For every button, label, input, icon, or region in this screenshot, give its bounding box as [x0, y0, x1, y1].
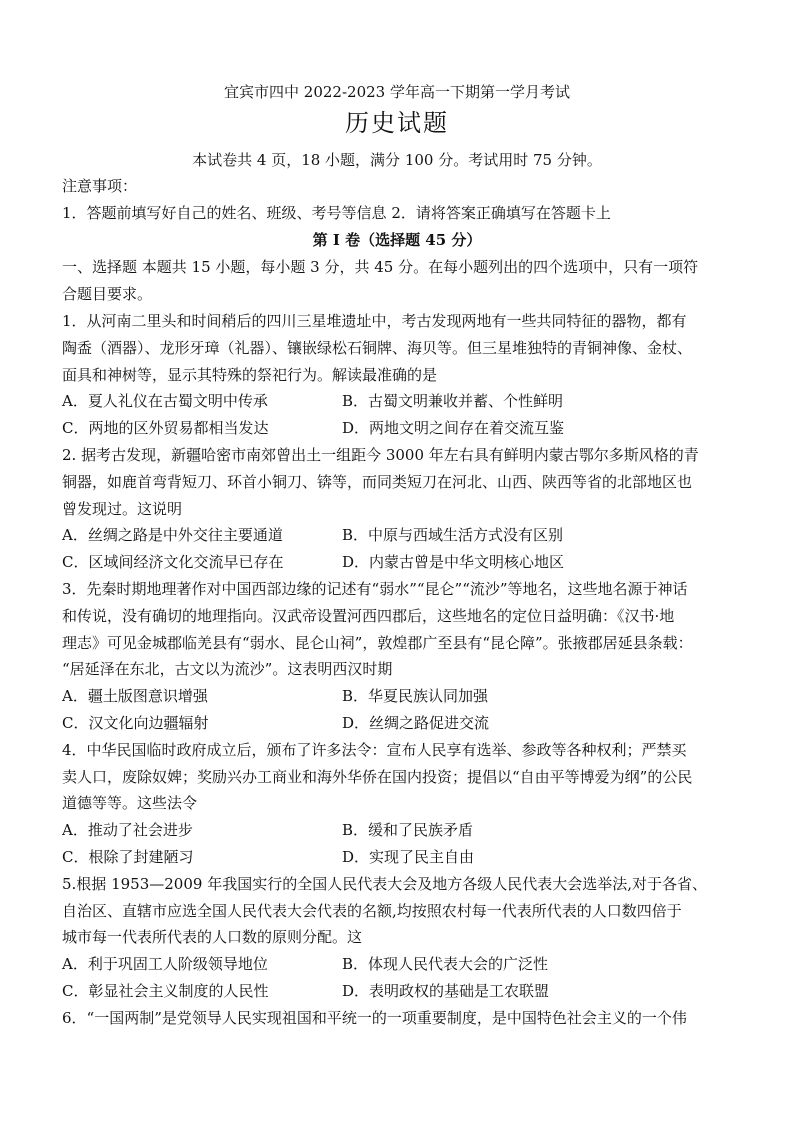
question-1-option-b: B．古蜀文明兼收并蓄、个性鲜明	[342, 392, 564, 410]
question-2-stem: 曾发现过。这说明	[62, 500, 183, 518]
question-3-option-c: C．汉文化向边疆辐射	[62, 714, 209, 732]
question-2-option-c: C．区域间经济文化交流早已存在	[62, 553, 284, 571]
question-2-stem: 2. 据考古发现，新疆哈密市南郊曾出土一组距今 3000 年左右具有鲜明内蒙古鄂尔多斯风格的青	[62, 446, 699, 464]
question-4-option-a: A．推动了社会进步	[62, 821, 193, 839]
exam-info: 本试卷共 4 页，18 小题，满分 100 分。考试用时 75 分钟。	[192, 151, 602, 169]
question-3-stem: 和传说，没有确切的地理指向。汉武帝设置河西四郡后，这些地名的定位日益明确：《汉书·地	[62, 607, 675, 625]
question-3-option-b: B．华夏民族认同加强	[342, 687, 489, 705]
question-5-option-b: B．体现人民代表大会的广泛性	[342, 955, 549, 973]
section-title: 第 I 卷（选择题 45 分）	[312, 231, 482, 249]
question-3-option-a: A．疆土版图意识增强	[62, 687, 208, 705]
page-title: 历史试题	[345, 109, 449, 137]
question-5-option-a: A．利于巩固工人阶级领导地位	[62, 955, 268, 973]
question-1-option-c: C．两地的区外贸易都相当发达	[62, 419, 269, 437]
question-5-stem: 5.根据 1953—2009 年我国实行的全国人民代表大会及地方各级人民代表大会选举法,对于各省、	[62, 875, 707, 893]
question-3-stem: “居延泽在东北，古文以为流沙”。这表明西汉时期	[62, 660, 393, 678]
question-4-option-d: D．实现了民主自由	[342, 848, 475, 866]
question-5-stem: 城市每一代表所代表的人口数的原则分配。这	[62, 928, 363, 946]
question-2-option-b: B．中原与西域生活方式没有区别	[342, 526, 564, 544]
question-5-stem: 自治区、直辖市应选全国人民代表大会代表的名额,均按照农村每一代表所代表的人口数四倍于	[62, 902, 682, 920]
question-5-option-d: D．表明政权的基础是工农联盟	[342, 982, 550, 1000]
section-intro-line: 一、选择题 本题共 15 小题，每小题 3 分，共 45 分。在每小题列出的四个选项中，只有一项符	[62, 258, 699, 276]
question-2-option-a: A．丝绸之路是中外交往主要通道	[62, 526, 283, 544]
question-1-option-a: A．夏人礼仪在古蜀文明中传承	[62, 392, 268, 410]
question-4-stem: 4．中华民国临时政府成立后，颁布了许多法令：宣布人民享有选举、参政等各种权利；严禁买	[62, 741, 687, 759]
question-5-option-c: C．彰显社会主义制度的人民性	[62, 982, 269, 1000]
question-1-stem: 面具和神树等，显示其特殊的祭祀行为。解读最准确的是	[62, 366, 438, 384]
question-2-option-d: D．内蒙古曾是中华文明核心地区	[342, 553, 565, 571]
question-3-stem: 理志》可见金城郡临羌县有“弱水、昆仑山祠”，敦煌郡广至县有“昆仑障”。张掖郡居延县条载：	[62, 634, 693, 652]
question-4-stem: 卖人口，废除奴婢；奖励兴办工商业和海外华侨在国内投资；提倡以“自由平等博爱为纲”的公民	[62, 768, 693, 786]
notes-heading: 注意事项：	[62, 177, 138, 195]
question-3-option-d: D．丝绸之路促进交流	[342, 714, 490, 732]
notes-item: 1．答题前填写好自己的姓名、班级、考号等信息 2．请将答案正确填写在答题卡上	[62, 204, 611, 222]
question-1-stem: 1．从河南二里头和时间稍后的四川三星堆遗址中，考古发现两地有一些共同特征的器物，都有	[62, 312, 687, 330]
question-4-option-c: C．根除了封建陋习	[62, 848, 194, 866]
question-1-stem: 陶盉（酒器）、龙形牙璋（礼器）、镶嵌绿松石铜牌、海贝等。但三星堆独特的青铜神像、金杖、	[62, 339, 693, 357]
school-line: 宜宾市四中 2022-2023 学年高一下期第一学月考试	[224, 83, 570, 101]
question-3-stem: 3．先秦时期地理著作对中国西部边缘的记述有“弱水”“昆仑”“流沙”等地名，这些地名源于神话	[62, 580, 688, 598]
question-2-stem: 铜器，如鹿首弯背短刀、环首小铜刀、锛等，而同类短刀在河北、山西、陕西等省的北部地区也	[62, 473, 693, 491]
question-6-stem: 6．“一国两制”是党领导人民实现祖国和平统一的一项重要制度，是中国特色社会主义的一个伟	[62, 1009, 687, 1027]
question-4-option-b: B．缓和了民族矛盾	[342, 821, 474, 839]
question-1-option-d: D．两地文明之间存在着交流互鉴	[342, 419, 565, 437]
question-4-stem: 道德等等。这些法令	[62, 794, 198, 812]
section-intro-line: 合题目要求。	[62, 285, 153, 303]
